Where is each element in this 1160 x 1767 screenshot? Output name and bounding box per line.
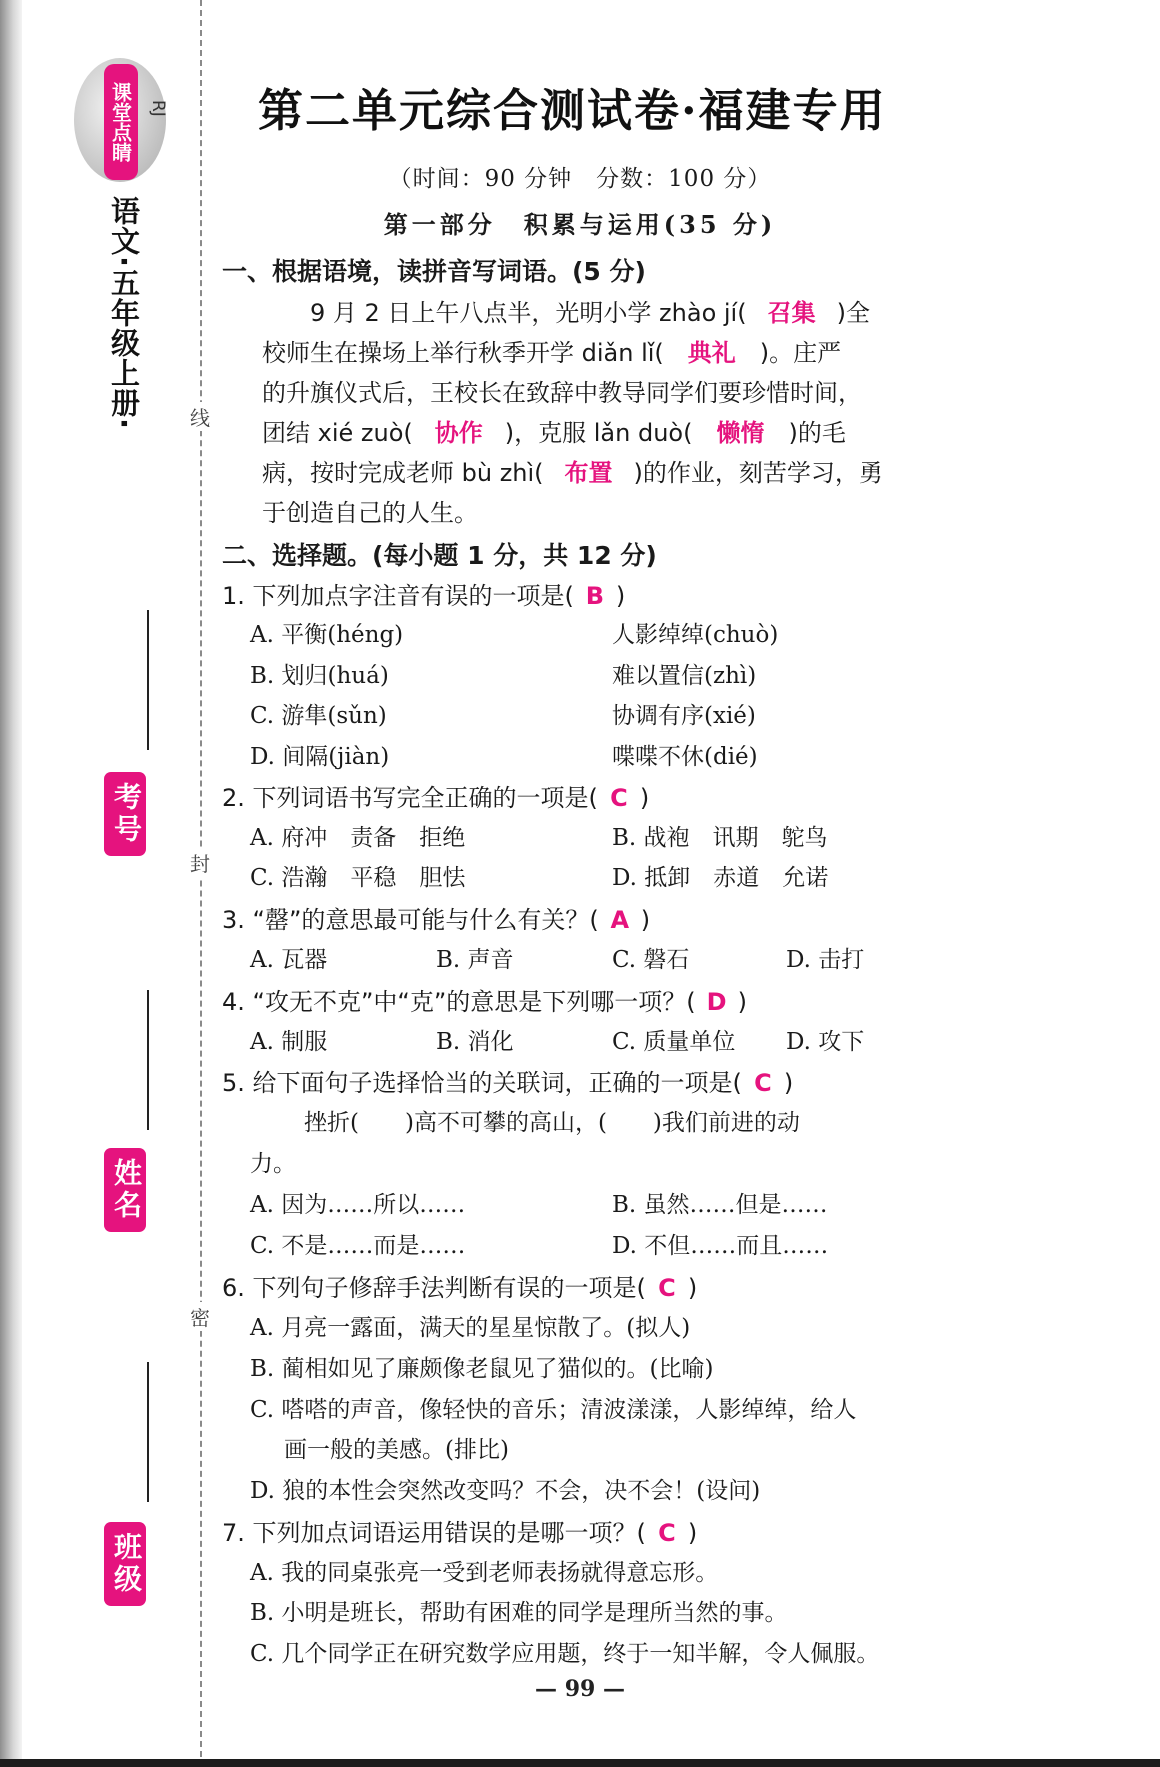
cut-mark-xian: 线: [186, 402, 214, 431]
q6-stem: 6. 下列句子修辞手法判断有误的一项是( C ): [222, 1274, 698, 1302]
q4-option-b: B. 消化: [436, 1029, 514, 1055]
q2-option-a: A. 府冲 责备 拒绝: [250, 825, 466, 851]
q2-answer: C: [610, 784, 628, 812]
q2-option-c: C. 浩瀚 平稳 胆怯: [250, 865, 466, 891]
q6-option-c-line2: 画一般的美感。(排比): [284, 1437, 509, 1463]
section1-line-2: 校师生在操场上举行秋季开学 diǎn lǐ( 典礼 )。庄严: [262, 333, 841, 368]
q4-option-c: C. 质量单位: [612, 1029, 736, 1055]
edition-label: RJ: [148, 100, 168, 117]
answer-zhaoji: 召集: [767, 299, 816, 327]
q4-option-a: A. 制服: [250, 1029, 328, 1055]
q4-stem: 4. “攻无不克”中“克”的意思是下列哪一项？( D ): [222, 988, 747, 1016]
q6-option-c-line1: C. 嗒嗒的声音，像轻快的音乐；清波漾漾，人影绰绰，给人: [250, 1397, 857, 1423]
section2-heading: 二、选择题。(每小题 1 分，共 12 分): [222, 541, 657, 570]
field-line-class[interactable]: [147, 1362, 149, 1502]
q5-sentence-1: 挫折( )高不可攀的高山，( )我们前进的动: [304, 1110, 800, 1136]
page-title: 第二单元综合测试卷·福建专用: [258, 84, 887, 137]
q5-option-b: B. 虽然……但是……: [612, 1192, 828, 1218]
q2-option-d: D. 抵卸 赤道 允诺: [612, 865, 829, 891]
q2-stem: 2. 下列词语书写完全正确的一项是( C ): [222, 784, 650, 812]
answer-dianli: 典礼: [687, 339, 736, 367]
section1-line-1: 9 月 2 日上午八点半，光明小学 zhào jí( 召集 )全: [262, 293, 870, 328]
brand-logo: 课堂点睛: [104, 64, 138, 180]
q1-option-a: A. 平衡(héng): [250, 622, 404, 648]
part-title: 第一部分 积累与运用(35 分): [383, 210, 777, 239]
q5-stem: 5. 给下面句子选择恰当的关联词，正确的一项是( C ): [222, 1069, 794, 1097]
q1-option-c2: 协调有序(xié): [612, 703, 756, 729]
q3-option-a: A. 瓦器: [250, 947, 328, 973]
q1-option-d: D. 间隔(jiàn): [250, 744, 390, 770]
field-label-name: 姓名: [104, 1148, 146, 1232]
q7-option-a: A. 我的同桌张亮一受到老师表扬就得意忘形。: [250, 1560, 719, 1586]
q6-option-d: D. 狼的本性会突然改变吗？不会，决不会！(设问): [250, 1478, 761, 1504]
q5-option-a: A. 因为……所以……: [250, 1192, 466, 1218]
q1-option-b2: 难以置信(zhì): [612, 663, 757, 689]
field-label-class: 班级: [104, 1522, 146, 1606]
q1-answer: B: [585, 582, 605, 610]
q3-option-d: D. 击打: [786, 947, 865, 973]
field-label-exam-number: 考号: [104, 772, 146, 856]
section1-line-6: 于创造自己的人生。: [262, 499, 478, 527]
answer-buzhi: 布置: [564, 459, 613, 487]
q5-sentence-2: 力。: [250, 1151, 296, 1177]
q3-answer: A: [610, 906, 630, 934]
q3-option-c: C. 磐石: [612, 947, 690, 973]
book-label: 语文·五年级上册·: [107, 196, 141, 431]
q3-stem: 3. “罄”的意思最可能与什么有关？( A ): [222, 906, 651, 934]
section1-line-5: 病，按时完成老师 bù zhì( 布置 )的作业，刻苦学习，勇: [262, 453, 883, 488]
q6-option-a: A. 月亮一露面，满天的星星惊散了。(拟人): [250, 1315, 691, 1341]
q1-stem: 1. 下列加点字注音有误的一项是( B ): [222, 582, 626, 610]
field-line-exam-number[interactable]: [147, 610, 149, 750]
q5-option-c: C. 不是……而是……: [250, 1233, 466, 1259]
answer-xiezuo: 协作: [434, 419, 483, 447]
q7-answer: C: [658, 1519, 676, 1547]
q7-option-c: C. 几个同学正在研究数学应用题，终于一知半解，令人佩服。: [250, 1641, 880, 1667]
cut-mark-mi: 密: [186, 1302, 214, 1331]
q1-option-a2: 人影绰绰(chuò): [612, 622, 779, 648]
q5-option-d: D. 不但……而且……: [612, 1233, 829, 1259]
q3-option-b: B. 声音: [436, 947, 514, 973]
q4-answer: D: [706, 988, 727, 1016]
q5-answer: C: [754, 1069, 772, 1097]
q2-option-b: B. 战袍 讯期 鸵鸟: [612, 825, 828, 851]
section1-line-4: 团结 xié zuò( 协作 )，克服 lǎn duò( 懒惰 )的毛: [262, 413, 846, 448]
cut-line: [200, 0, 202, 1767]
bottom-bar: [0, 1759, 1160, 1767]
page-number: — 99 —: [535, 1676, 625, 1702]
q1-option-d2: 喋喋不休(dié): [612, 744, 758, 770]
cut-mark-feng: 封: [186, 848, 214, 877]
field-line-name[interactable]: [147, 990, 149, 1130]
section1-line-3: 的升旗仪式后，王校长在致辞中教导同学们要珍惜时间，: [262, 379, 862, 407]
q6-option-b: B. 蔺相如见了廉颇像老鼠见了猫似的。(比喻): [250, 1356, 714, 1382]
q6-answer: C: [658, 1274, 676, 1302]
q7-stem: 7. 下列加点词语运用错误的是哪一项？( C ): [222, 1519, 698, 1547]
section1-heading: 一、根据语境，读拼音写词语。(5 分): [222, 257, 646, 286]
q4-option-d: D. 攻下: [786, 1029, 865, 1055]
page-edge-shadow: [0, 0, 22, 1767]
q1-option-c: C. 游隼(sǔn): [250, 703, 387, 729]
answer-landuo: 懒惰: [716, 419, 765, 447]
q7-option-b: B. 小明是班长，帮助有困难的同学是理所当然的事。: [250, 1600, 788, 1626]
exam-info: （时间：90 分钟 分数：100 分）: [388, 166, 772, 192]
q1-option-b: B. 划归(huá): [250, 663, 389, 689]
